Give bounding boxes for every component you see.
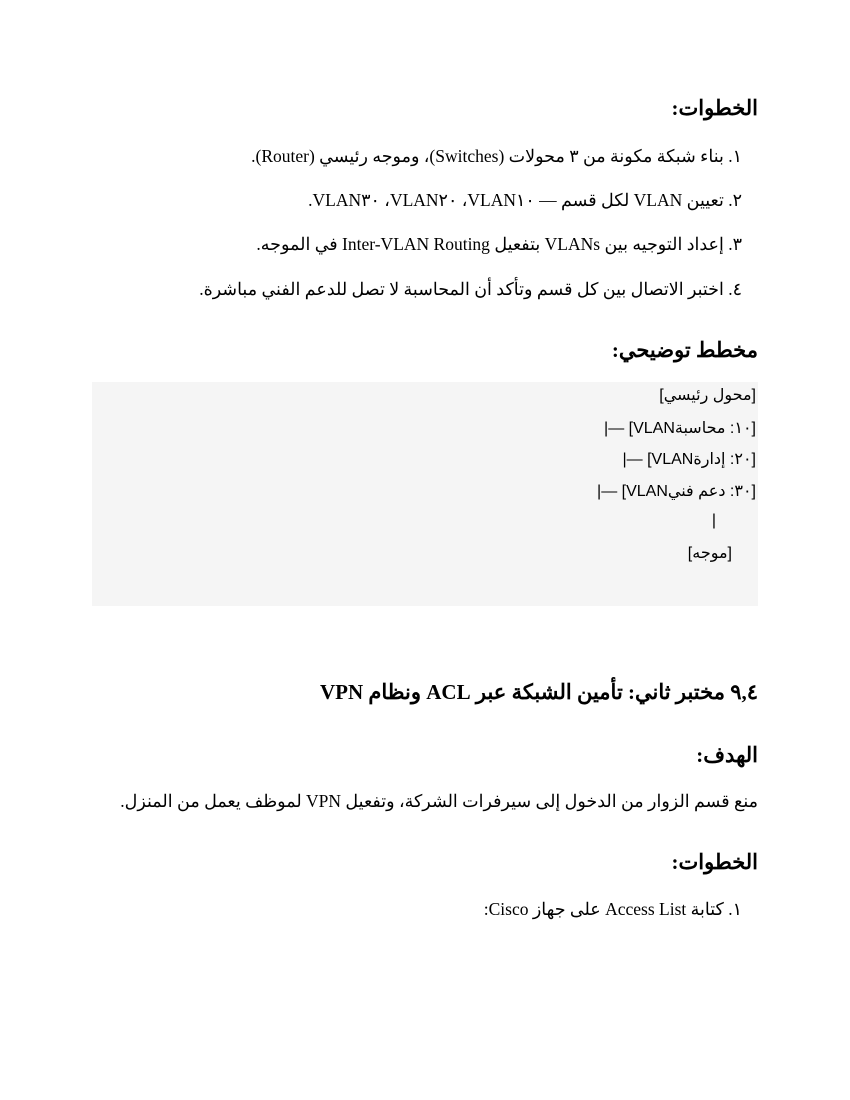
diagram-line: |— [VLAN١٠: محاسبة]: [604, 420, 756, 437]
step-item: ٢. تعيين VLAN لكل قسم — VLAN١٠، VLAN٢٠، VLAN٣٠.: [308, 190, 742, 210]
diagram-line: |— [VLAN٣٠: دعم فني]: [597, 483, 756, 500]
step-item: ١. كتابة Access List على جهاز Cisco:: [483, 899, 742, 919]
section-title: ٩,٤ مختبر ثاني: تأمين الشبكة عبر ACL ونظام VPN: [319, 680, 758, 704]
step-item: ٣. إعداد التوجيه بين VLANs بتفعيل Inter-VLAN Routing في الموجه.: [256, 234, 742, 254]
goal-text: منع قسم الزوار من الدخول إلى سيرفرات الشركة، وتفعيل VPN لموظف يعمل من المنزل.: [120, 791, 758, 811]
goal-heading: الهدف:: [696, 743, 758, 767]
diagram-line: |— [VLAN٢٠: إدارة]: [622, 451, 756, 468]
steps-heading: الخطوات:: [671, 96, 758, 120]
diagram-line: [موجه]: [687, 545, 732, 562]
steps-heading: الخطوات:: [671, 850, 758, 874]
diagram-line: |: [711, 512, 716, 529]
step-item: ١. بناء شبكة مكونة من ٣ محولات (Switches)، وموجه رئيسي (Router).: [251, 146, 742, 166]
step-item: ٤. اختبر الاتصال بين كل قسم وتأكد أن المحاسبة لا تصل للدعم الفني مباشرة.: [199, 279, 742, 299]
diagram-line: [محول رئيسي]: [659, 387, 756, 404]
diagram-heading: مخطط توضيحي:: [611, 338, 758, 362]
